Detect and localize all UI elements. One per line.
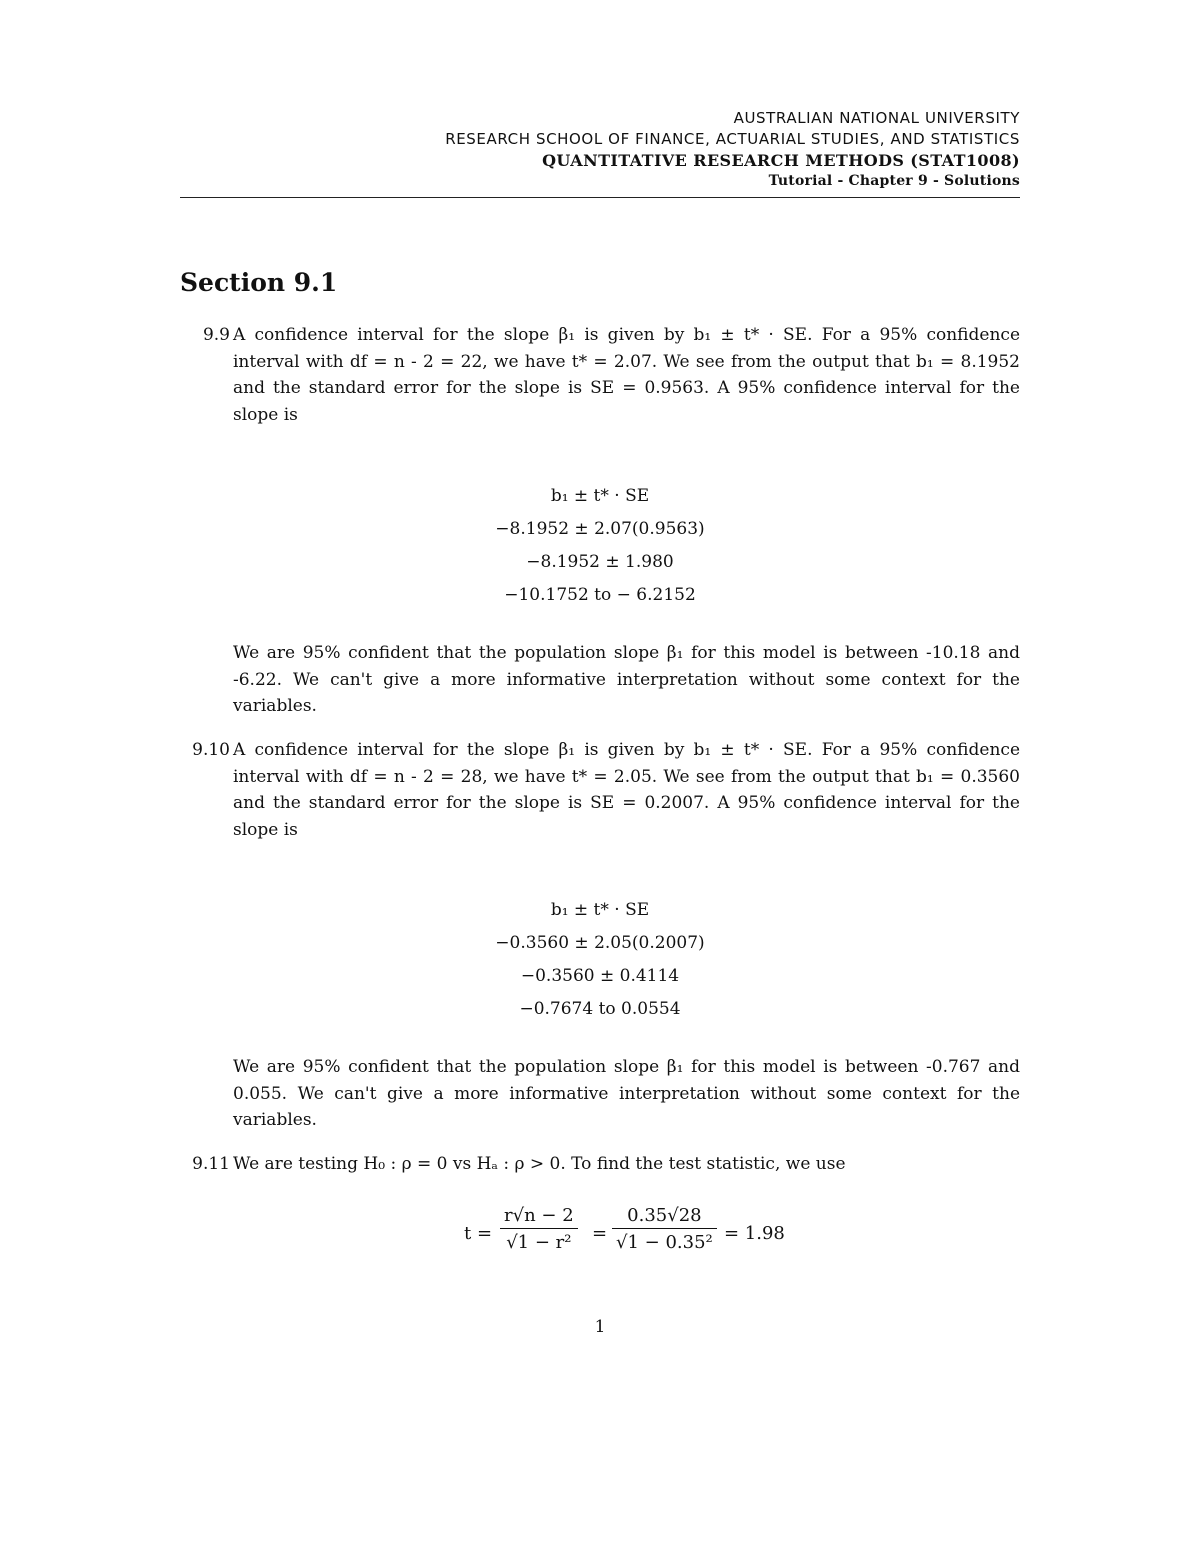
formula-lhs: t =: [464, 1223, 493, 1244]
exercise-number: 9.9: [202, 325, 230, 345]
formula-equals: =: [592, 1223, 608, 1244]
fraction-numerator: 0.35√28: [612, 1205, 717, 1229]
math-line: −0.3560 ± 2.05(0.2007): [495, 933, 705, 953]
exercise-conclusion: We are 95% confident that the population slope β₁ for this model is between -0.767 and 0.055. We can't give a more informative interpretation without some context for the variables.: [233, 1057, 1020, 1130]
exercise-number: 9.11: [192, 1154, 230, 1174]
math-line: −8.1952 ± 2.07(0.9563): [495, 519, 705, 539]
exercise-conclusion: We are 95% confident that the population slope β₁ for this model is between -10.18 and -6.22. We can't give a more informative interpretation without some context for the variables.: [233, 643, 1020, 716]
formula-result: = 1.98: [724, 1223, 785, 1244]
fraction-numerator: r√n − 2: [500, 1205, 578, 1229]
fraction-denominator: √1 − r²: [506, 1232, 572, 1253]
header-divider: [180, 197, 1020, 198]
tutorial-subtitle: Tutorial - Chapter 9 - Solutions: [768, 173, 1020, 189]
exercise-number: 9.10: [192, 740, 230, 760]
page-number: 1: [594, 1317, 606, 1337]
course-title: QUANTITATIVE RESEARCH METHODS (STAT1008): [542, 151, 1020, 170]
document-header: [180, 108, 1020, 192]
exercise-intro: A confidence interval for the slope β₁ is given by b₁ ± t* · SE. For a 95% confidence interval with df = n - 2 = 22, we have t* = 2.07. We see from the output that b₁ = 8.1952 and the standard error for the slope is SE = 0.9563. A 95% confidence interval for the slope is: [233, 325, 1020, 425]
exercise-intro: A confidence interval for the slope β₁ is given by b₁ ± t* · SE. For a 95% confidence interval with df = n - 2 = 28, we have t* = 2.05. We see from the output that b₁ = 0.3560 and the standard error for the slope is SE = 0.2007. A 95% confidence interval for the slope is: [233, 740, 1020, 840]
exercise-intro: We are testing H₀ : ρ = 0 vs Hₐ : ρ > 0. To find the test statistic, we use: [233, 1154, 846, 1174]
university-name: AUSTRALIAN NATIONAL UNIVERSITY: [733, 109, 1020, 127]
math-line: −10.1752 to − 6.2152: [504, 585, 696, 605]
math-line: −0.7674 to 0.0554: [519, 999, 681, 1019]
section-title: Section 9.1: [180, 268, 338, 297]
fraction-denominator: √1 − 0.35²: [616, 1232, 713, 1253]
formula-fraction-2: [612, 1205, 717, 1253]
math-line: b₁ ± t* · SE: [550, 486, 650, 506]
formula-fraction-1: [500, 1205, 578, 1253]
math-line: b₁ ± t* · SE: [550, 900, 650, 920]
math-line: −0.3560 ± 0.4114: [520, 966, 680, 986]
school-name: RESEARCH SCHOOL OF FINANCE, ACTUARIAL STUDIES, AND STATISTICS: [445, 130, 1020, 148]
math-line: −8.1952 ± 1.980: [526, 552, 674, 572]
